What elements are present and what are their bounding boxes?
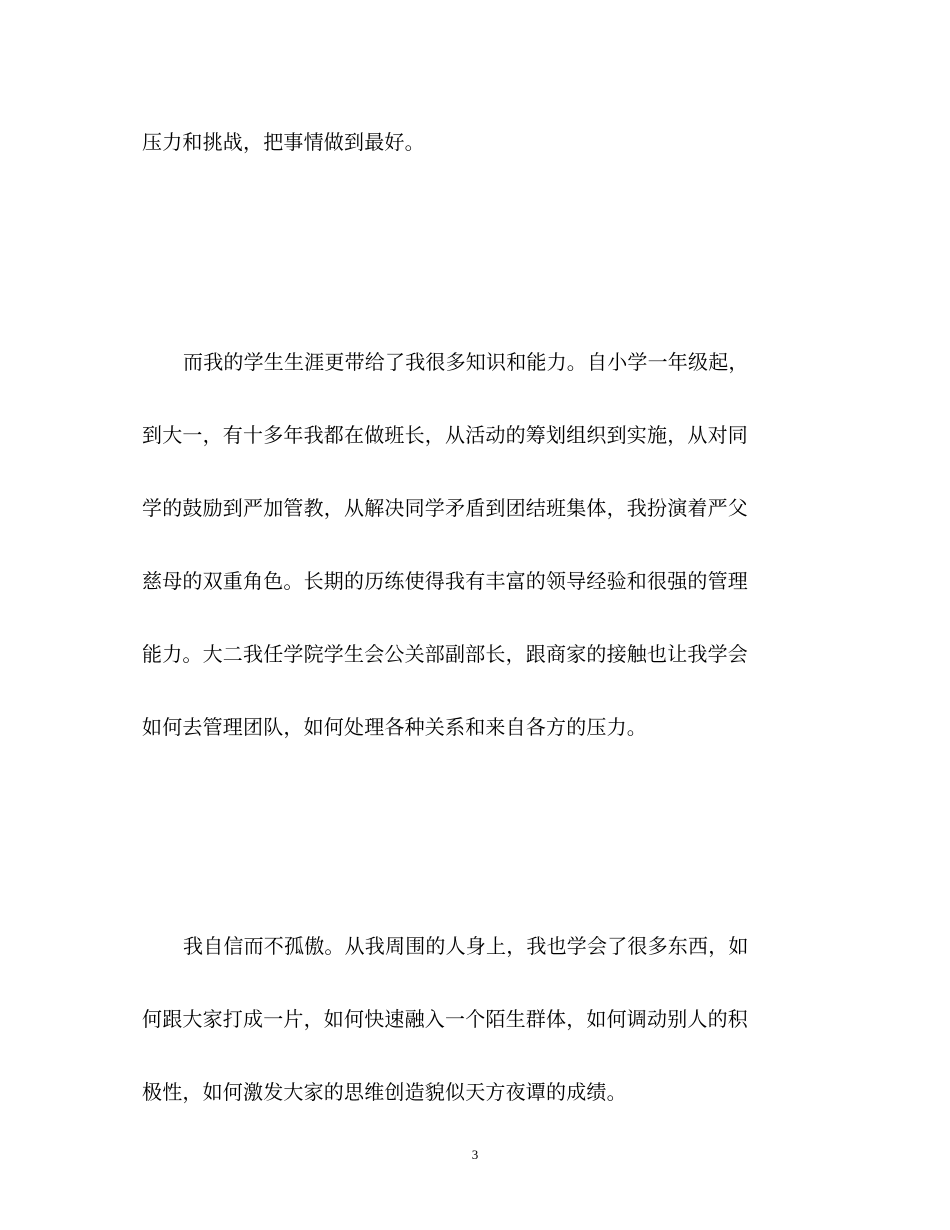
paragraph-2-line-4: 慈母的双重角色。长期的历练使得我有丰富的领导经验和很强的管理 (142, 569, 748, 593)
paragraph-3-line-2: 何跟大家打成一片，如何快速融入一个陌生群体，如何调动别人的积 (142, 1007, 748, 1031)
paragraph-2-line-3: 学的鼓励到严加管教，从解决同学矛盾到团结班集体，我扮演着严父 (142, 496, 748, 520)
paragraph-2-line-6: 如何去管理团队，如何处理各种关系和来自各方的压力。 (142, 715, 647, 739)
paragraph-1-line-1: 压力和挑战，把事情做到最好。 (142, 130, 425, 154)
paragraph-2-line-2: 到大一，有十多年我都在做班长，从活动的筹划组织到实施，从对同 (142, 423, 748, 447)
paragraph-3-line-3: 极性，如何激发大家的思维创造貌似天方夜谭的成绩。 (142, 1080, 627, 1104)
paragraph-2-line-1: 而我的学生生涯更带给了我很多知识和能力。自小学一年级起， (183, 350, 749, 374)
paragraph-2-line-5: 能力。大二我任学院学生会公关部副部长，跟商家的接触也让我学会 (142, 642, 748, 666)
page-number: 3 (471, 1147, 479, 1162)
paragraph-3-line-1: 我自信而不孤傲。从我周围的人身上，我也学会了很多东西，如 (183, 934, 749, 958)
